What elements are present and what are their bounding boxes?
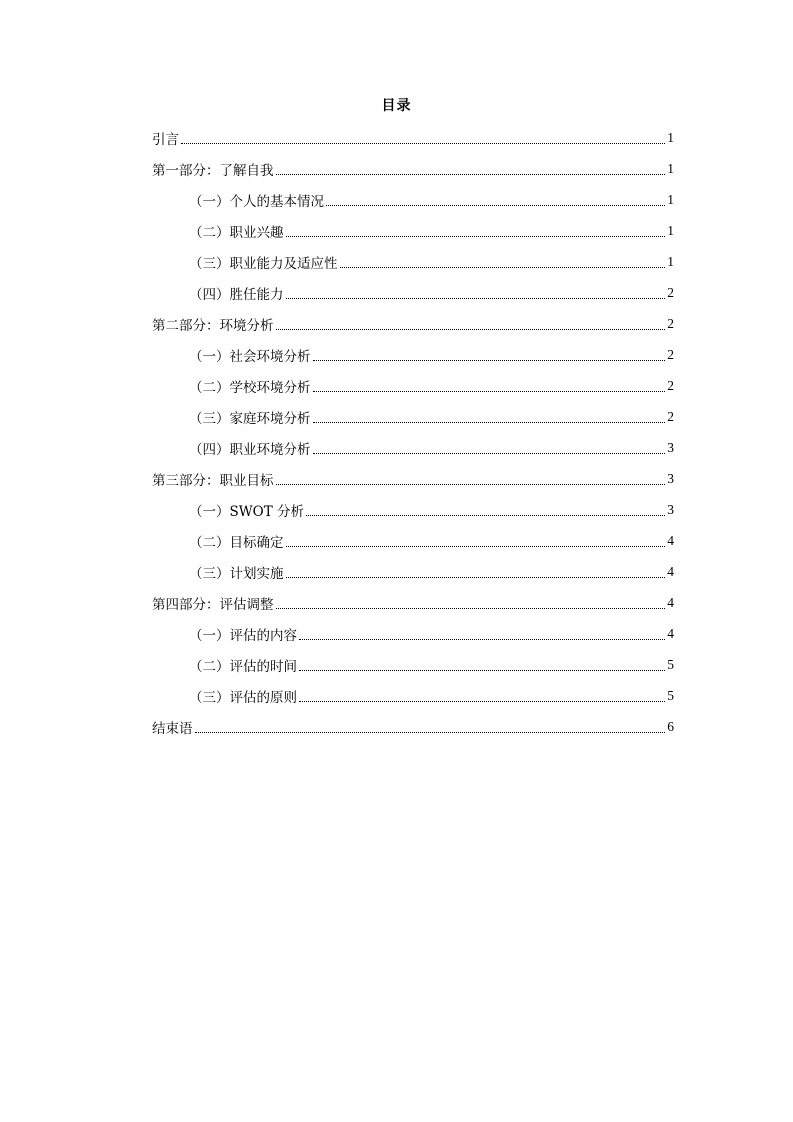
toc-dot-leader <box>286 297 666 299</box>
toc-entry-label: 第三部分：职业目标 <box>152 472 274 489</box>
toc-entry[interactable] <box>152 184 674 215</box>
toc-entry-page-number: 1 <box>667 129 674 145</box>
toc-entry-label: 结束语 <box>152 720 193 737</box>
toc-dot-leader <box>326 204 665 206</box>
toc-entry-label: 第四部分：评估调整 <box>152 596 274 613</box>
toc-dot-leader <box>286 545 666 547</box>
toc-entry-label: 第一部分：了解自我 <box>152 162 274 179</box>
toc-entry[interactable] <box>152 246 674 277</box>
toc-entry[interactable] <box>152 587 674 618</box>
toc-entry-page-number: 3 <box>667 501 674 517</box>
toc-entry-page-number: 4 <box>667 563 674 579</box>
toc-entry[interactable] <box>152 618 674 649</box>
toc-entry-label: 引言 <box>152 131 179 148</box>
toc-entry-page-number: 3 <box>667 470 674 486</box>
toc-title: 目录 <box>381 98 412 114</box>
toc-entry-page-number: 2 <box>667 315 674 331</box>
toc-list <box>152 122 674 742</box>
toc-entry-page-number: 1 <box>667 160 674 176</box>
toc-entry[interactable] <box>152 401 674 432</box>
toc-entry[interactable] <box>152 432 674 463</box>
toc-entry-page-number: 2 <box>667 377 674 393</box>
toc-entry-page-number: 2 <box>667 346 674 362</box>
toc-entry-page-number: 3 <box>667 439 674 455</box>
toc-entry-page-number: 1 <box>667 222 674 238</box>
toc-entry-label: （三）职业能力及适应性 <box>189 255 338 272</box>
toc-entry[interactable] <box>152 711 674 742</box>
toc-dot-leader <box>313 390 666 392</box>
toc-entry[interactable] <box>152 339 674 370</box>
toc-entry-label: （二）评估的时间 <box>189 658 297 675</box>
toc-entry-page-number: 1 <box>667 253 674 269</box>
toc-entry-label: （二）目标确定 <box>189 534 284 551</box>
toc-entry-label: （四）胜任能力 <box>189 286 284 303</box>
toc-dot-leader <box>195 731 666 733</box>
toc-dot-leader <box>313 452 666 454</box>
toc-dot-leader <box>306 514 665 516</box>
toc-entry[interactable] <box>152 494 674 525</box>
toc-entry[interactable] <box>152 308 674 339</box>
toc-entry-label: （二）职业兴趣 <box>189 224 284 241</box>
toc-entry-label: （一）评估的内容 <box>189 627 297 644</box>
toc-dot-leader <box>313 359 666 361</box>
toc-entry-label: （一）个人的基本情况 <box>189 193 324 210</box>
toc-dot-leader <box>313 421 666 423</box>
toc-entry-page-number: 6 <box>667 718 674 734</box>
toc-entry-label: （一）SWOT 分析 <box>189 503 304 520</box>
toc-entry-page-number: 5 <box>667 656 674 672</box>
toc-entry[interactable] <box>152 370 674 401</box>
toc-entry-page-number: 4 <box>667 625 674 641</box>
toc-entry-page-number: 4 <box>667 594 674 610</box>
toc-dot-leader <box>276 173 666 175</box>
toc-dot-leader <box>276 328 666 330</box>
toc-entry[interactable] <box>152 215 674 246</box>
toc-dot-leader <box>276 483 666 485</box>
toc-entry-label: （四）职业环境分析 <box>189 441 311 458</box>
toc-dot-leader <box>181 142 665 144</box>
toc-dot-leader <box>340 266 666 268</box>
toc-entry-label: （二）学校环境分析 <box>189 379 311 396</box>
toc-entry[interactable] <box>152 277 674 308</box>
toc-entry[interactable] <box>152 525 674 556</box>
toc-dot-leader <box>276 607 666 609</box>
toc-entry-page-number: 4 <box>667 532 674 548</box>
toc-entry-page-number: 5 <box>667 687 674 703</box>
toc-dot-leader <box>299 669 665 671</box>
toc-entry-label: （三）评估的原则 <box>189 689 297 706</box>
toc-entry-label: （一）社会环境分析 <box>189 348 311 365</box>
toc-entry[interactable] <box>152 680 674 711</box>
toc-entry-page-number: 2 <box>667 408 674 424</box>
toc-dot-leader <box>299 638 665 640</box>
toc-dot-leader <box>286 235 666 237</box>
toc-entry[interactable] <box>152 649 674 680</box>
toc-entry-page-number: 2 <box>667 284 674 300</box>
toc-entry[interactable] <box>152 122 674 153</box>
toc-dot-leader <box>299 700 665 702</box>
toc-entry-label: 第二部分：环境分析 <box>152 317 274 334</box>
toc-entry[interactable] <box>152 153 674 184</box>
toc-entry[interactable] <box>152 463 674 494</box>
toc-entry-label: （三）家庭环境分析 <box>189 410 311 427</box>
toc-entry-page-number: 1 <box>667 191 674 207</box>
toc-entry-label: （三）计划实施 <box>189 565 284 582</box>
toc-entry[interactable] <box>152 556 674 587</box>
toc-dot-leader <box>286 576 666 578</box>
